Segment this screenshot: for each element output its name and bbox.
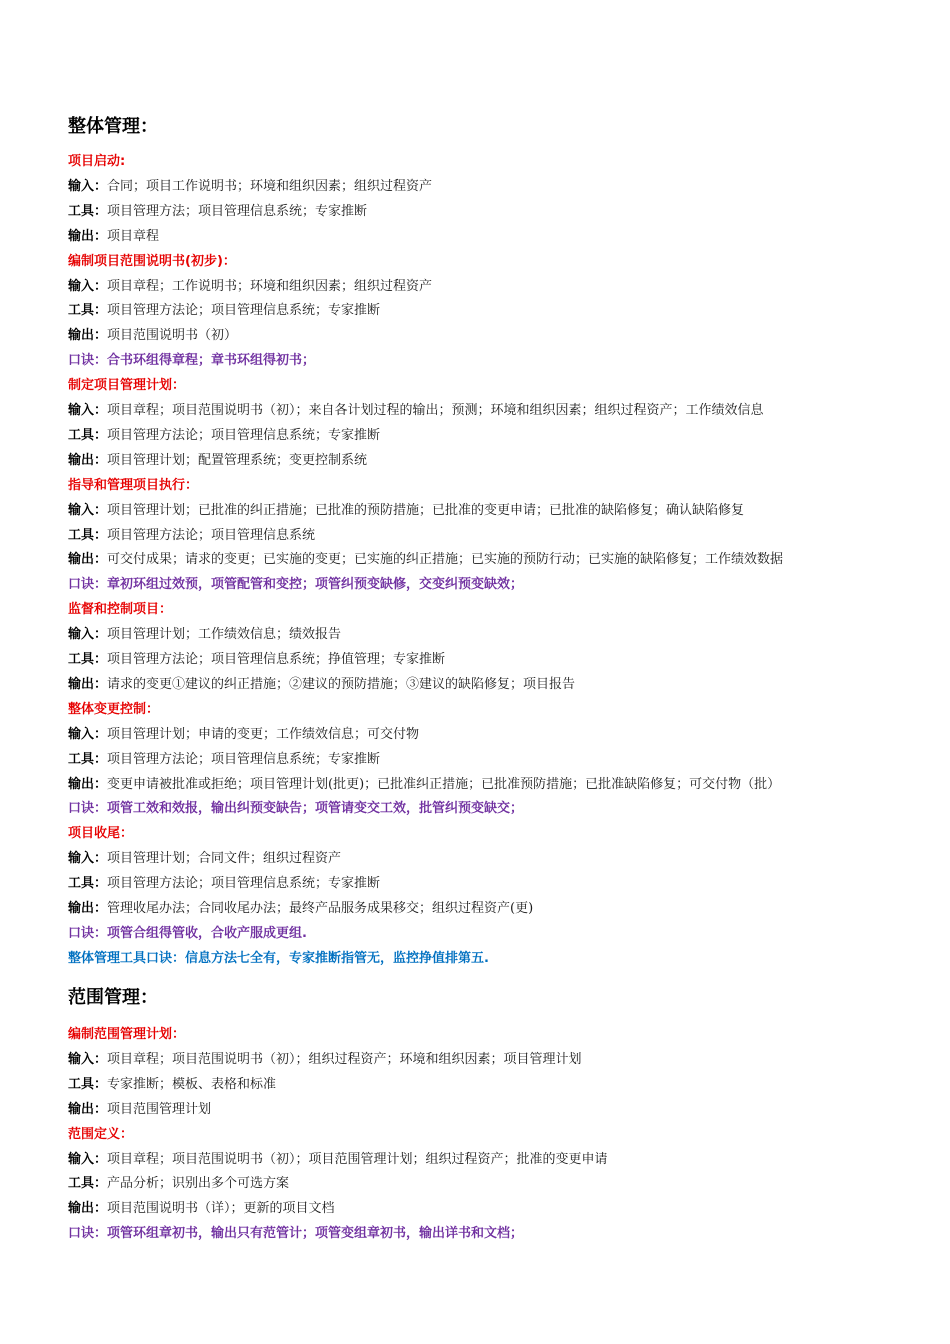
process-heading — [68, 825, 133, 842]
io-line — [68, 178, 432, 195]
io-line — [68, 551, 783, 568]
io-text: 专家推断；模板、表格和标准 — [107, 1076, 277, 1092]
io-line — [68, 626, 341, 643]
process-heading — [68, 1026, 185, 1043]
io-label: 输出： — [68, 552, 108, 568]
process-heading-text: 监督和控制项目： — [68, 602, 173, 618]
process-heading-text: 整体变更控制： — [68, 701, 160, 717]
process-heading — [68, 377, 185, 394]
io-label: 工具： — [68, 1176, 108, 1192]
io-text: 项目管理方法论；项目管理信息系统；专家推断 — [107, 876, 381, 892]
io-line — [68, 203, 367, 220]
io-line — [68, 651, 445, 668]
process-heading — [68, 477, 198, 494]
io-label: 输入： — [68, 502, 108, 518]
io-label: 输入： — [68, 403, 108, 418]
io-text: 项目管理计划；工作绩效信息；绩效报告 — [107, 627, 342, 643]
io-line — [68, 900, 533, 917]
io-line — [68, 1200, 335, 1217]
io-text: 项目范围说明书（初） — [107, 328, 238, 344]
mnemonic-text: 口诀：合书环组得章程；章书环组得初书； — [68, 353, 316, 369]
io-text: 项目章程；项目范围说明书（初）；项目范围管理计划；组织过程资产；批准的变更申请 — [107, 1151, 608, 1167]
io-text: 项目章程；项目范围说明书（初）；来自各计划过程的输出；预测；环境和组织因素；组织过程资产；工作绩效信息 — [107, 403, 764, 418]
io-line — [68, 278, 432, 295]
io-text: 项目章程；项目范围说明书（初）；组织过程资产；环境和组织因素；项目管理计划 — [107, 1051, 582, 1067]
mnemonic-line — [68, 352, 315, 369]
process-heading-text: 编制范围管理计划： — [68, 1027, 186, 1042]
mnemonic-text: 口诀：项管合组得管收，合收产服成更组. — [68, 925, 307, 941]
io-line — [68, 1175, 289, 1192]
io-label: 工具： — [68, 203, 108, 219]
io-label: 工具： — [68, 876, 108, 892]
io-label: 工具： — [68, 751, 108, 767]
process-heading-text: 项目启动: — [68, 154, 126, 169]
mnemonic-line — [68, 576, 523, 593]
io-line — [68, 1051, 582, 1068]
io-line — [68, 726, 419, 743]
io-line — [68, 327, 237, 344]
io-label: 输入： — [68, 178, 108, 194]
process-heading-text: 编制项目范围说明书(初步)： — [68, 253, 236, 269]
tool-mnemonic-text: 整体管理工具口诀：信息方法七全有，专家推断指管无，监控挣值排第五. — [68, 950, 489, 966]
section-title: 范围管理： — [68, 987, 158, 1008]
io-text: 项目章程；工作说明书；环境和组织因素；组织过程资产 — [107, 278, 433, 294]
io-text: 项目管理方法论；项目管理信息系统 — [107, 527, 316, 543]
io-line — [68, 1101, 211, 1118]
io-text: 项目管理方法论；项目管理信息系统；专家推断 — [107, 751, 381, 767]
process-heading-text: 指导和管理项目执行： — [68, 477, 199, 493]
io-label: 输入： — [68, 851, 108, 867]
io-line — [68, 427, 380, 444]
io-label: 输入： — [68, 1051, 108, 1067]
io-text: 请求的变更①建议的纠正措施；②建议的预防措施；③建议的缺陷修复；项目报告 — [107, 676, 576, 692]
process-heading — [68, 1126, 133, 1143]
process-heading — [68, 601, 172, 618]
io-text: 项目管理计划；合同文件；组织过程资产 — [107, 851, 342, 867]
io-text: 项目管理计划；已批准的纠正措施；已批准的预防措施；已批准的变更申请；已批准的缺陷修复；确认缺陷修复 — [107, 502, 745, 518]
io-line — [68, 228, 159, 245]
io-text: 项目管理方法论；项目管理信息系统；专家推断 — [107, 303, 381, 319]
io-text: 合同；项目工作说明书；环境和组织因素；组织过程资产 — [107, 178, 433, 194]
io-line — [68, 1076, 276, 1093]
io-label: 输出： — [68, 901, 108, 916]
io-text: 项目章程 — [107, 228, 160, 244]
io-label: 工具： — [68, 303, 108, 319]
io-label: 输入： — [68, 1151, 108, 1167]
io-label: 输入： — [68, 726, 108, 742]
io-text: 可交付成果；请求的变更；已实施的变更；已实施的纠正措施；已实施的预防行动；已实施的缺陷修复；工作绩效数据 — [107, 552, 784, 568]
mnemonic-text: 口诀：章初环组过效预，项管配管和变控；项管纠预变缺修，交变纠预变缺效； — [68, 577, 524, 593]
io-text: 项目管理计划；配置管理系统；变更控制系统 — [107, 452, 368, 468]
process-heading — [68, 153, 125, 170]
io-text: 项目管理方法；项目管理信息系统；专家推断 — [107, 203, 368, 219]
io-label: 输入： — [68, 627, 108, 643]
mnemonic-text: 口诀：项管环组章初书，输出只有范管计；项管变组章初书，输出详书和文档； — [68, 1226, 524, 1242]
io-label: 输出： — [68, 228, 108, 244]
io-label: 输入： — [68, 278, 108, 294]
io-label: 输出： — [68, 328, 108, 344]
io-line — [68, 850, 341, 867]
process-heading-text: 制定项目管理计划： — [68, 378, 186, 394]
mnemonic-line — [68, 1225, 523, 1242]
process-heading — [68, 701, 159, 718]
mnemonic-line — [68, 925, 307, 942]
io-line — [68, 776, 780, 793]
io-line — [68, 751, 380, 768]
process-heading-text: 项目收尾： — [68, 826, 134, 842]
io-line — [68, 302, 380, 319]
mnemonic-line — [68, 800, 523, 817]
io-text: 项目管理方法论；项目管理信息系统；专家推断 — [107, 427, 381, 443]
io-label: 输出： — [68, 452, 108, 468]
io-text: 项目管理方法论；项目管理信息系统；挣值管理；专家推断 — [107, 652, 446, 667]
io-label: 输出： — [68, 1101, 108, 1117]
io-text: 项目范围管理计划 — [107, 1101, 212, 1117]
io-text: 项目范围说明书（详）；更新的项目文档 — [107, 1201, 335, 1217]
process-heading — [68, 253, 236, 270]
io-text: 产品分析；识别出多个可选方案 — [107, 1176, 290, 1192]
io-text: 项目管理计划；申请的变更；工作绩效信息；可交付物 — [107, 726, 420, 742]
process-heading-text: 范围定义： — [68, 1126, 134, 1142]
io-label: 输出： — [68, 776, 108, 792]
io-line — [68, 527, 315, 544]
io-text: 变更申请被批准或拒绝；项目管理计划(批更)；已批准纠正措施；已批准预防措施；已批准缺陷修复；可交付物（批） — [107, 776, 781, 792]
io-line — [68, 452, 367, 469]
tool-mnemonic-line — [68, 950, 489, 967]
io-label: 输出： — [68, 1201, 108, 1217]
io-line — [68, 875, 380, 892]
io-label: 输出： — [68, 676, 108, 692]
io-line — [68, 502, 744, 519]
section-title: 整体管理： — [68, 116, 158, 137]
io-text: 管理收尾办法；合同收尾办法；最终产品服务成果移交；组织过程资产(更) — [107, 901, 534, 916]
io-label: 工具： — [68, 652, 108, 667]
io-label: 工具： — [68, 427, 108, 443]
io-label: 工具： — [68, 1076, 108, 1092]
io-line — [68, 676, 575, 693]
io-line — [68, 1151, 608, 1168]
mnemonic-text: 口诀：项管工效和效报，输出纠预变缺告；项管请变交工效，批管纠预变缺交； — [68, 801, 524, 817]
io-label: 工具： — [68, 527, 108, 543]
io-line — [68, 402, 764, 419]
